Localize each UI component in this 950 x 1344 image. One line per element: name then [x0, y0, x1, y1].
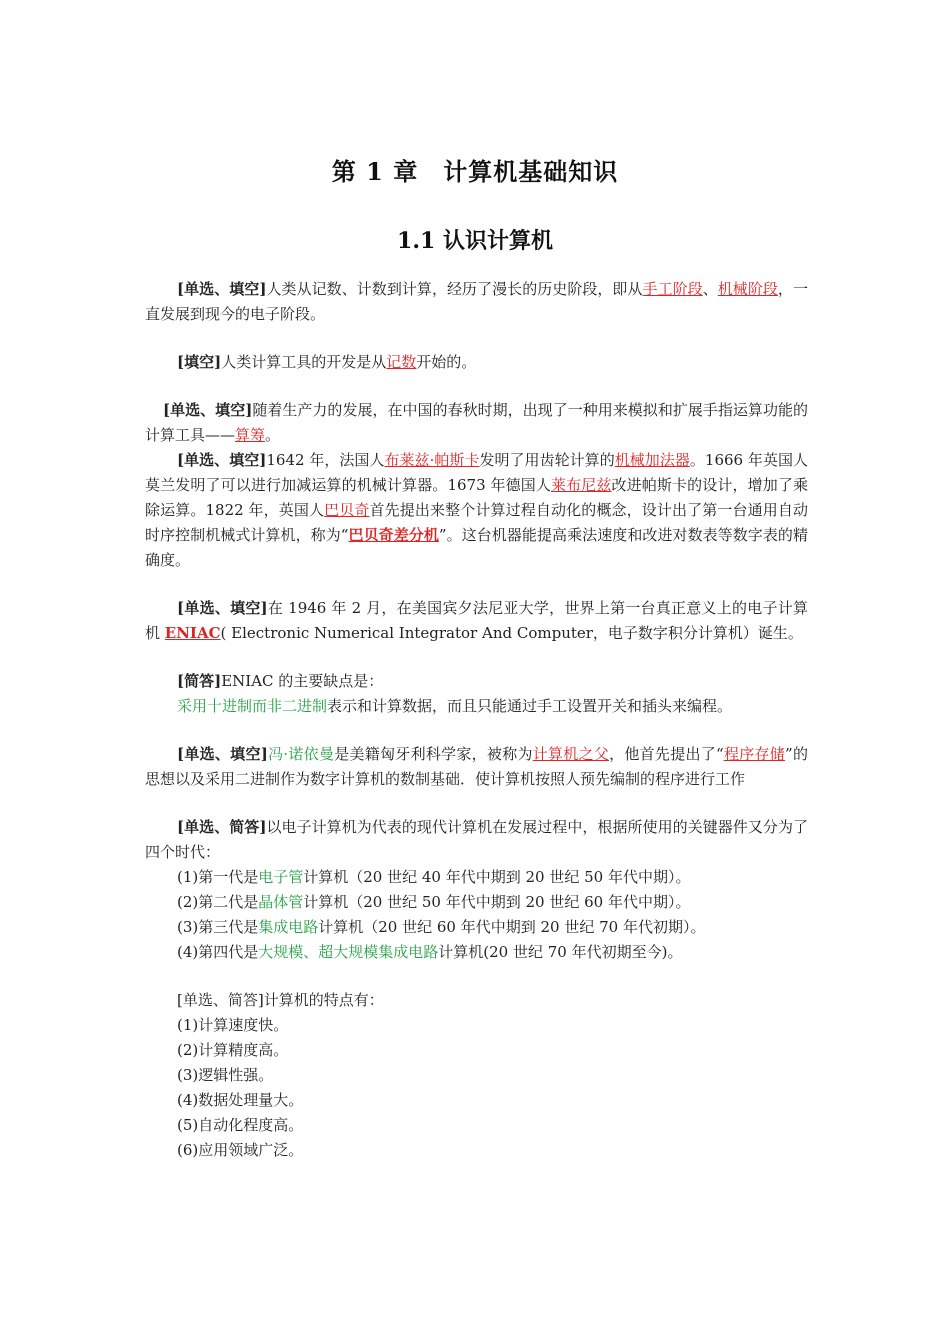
paragraph-counting: [填空]人类计算工具的开发是从记数开始的。: [177, 353, 477, 371]
list-item: (3)第三代是集成电路计算机（20 世纪 60 年代中期到 20 世纪 70 年代初期）。: [177, 918, 706, 936]
paragraph-eniac-drawback-detail: 采用十进制而非二进制表示和计算数据，而且只能通过手工设置开关和插头来编程。: [177, 697, 733, 715]
paragraph-eniac-drawback: [简答]ENIAC 的主要缺点是：: [177, 672, 384, 690]
keyword: 采用十进制而非二进制: [177, 697, 328, 715]
keyword: 莱布尼兹: [551, 476, 612, 494]
list-item: (4)数据处理量大。: [177, 1091, 304, 1109]
list-item: (1)计算速度快。: [177, 1016, 289, 1034]
keyword: 机械阶段: [717, 280, 778, 298]
chapter-title: 第 1 章 计算机基础知识: [331, 157, 619, 186]
document-body: [145, 277, 808, 1163]
paragraph-von-neumann: [单选、填空]冯·诺依曼是美籍匈牙利科学家，被称为计算机之父，他首先提出了“程序存储”的思想以及采用二进制作为数字计算机的数制基础．使计算机按照人预先编制的程序进行工作: [145, 745, 808, 788]
keyword: 计算机之父: [532, 745, 610, 763]
paragraph-mechanical-calculators: [单选、填空]1642 年，法国人布莱兹·帕斯卡发明了用齿轮计算的机械加法器。1666 年英国人莫兰发明了可以进行加减运算的机械计算器。1673 年德国人莱布尼兹改进帕斯卡的设计，增加了乘除运算。1822 年，英国人巴贝奇首先提出来整个计算过程自动化的概念，设计出了第一台通用自动时序控制机械式计算机，称为“巴贝奇差分机”。这台机器能提高乘法速度和改进对数表等数字表的精确度。: [145, 451, 808, 569]
keyword: 程序存储: [723, 745, 786, 763]
features-heading: [单选、简答]计算机的特点有：: [177, 991, 384, 1009]
list-item: (2)第二代是晶体管计算机（20 世纪 50 年代中期到 20 世纪 60 年代中期）。: [177, 893, 691, 911]
paragraph-suanchou: [单选、填空]随着生产力的发展，在中国的春秋时期，出现了一种用来模拟和扩展手指运算功能的计算工具——算筹。: [145, 401, 808, 444]
paragraph-generations: [单选、简答]以电子计算机为代表的现代计算机在发展过程中，根据所使用的关键器件又分为了四个时代：: [145, 818, 808, 861]
keyword: 巴贝奇差分机: [348, 526, 439, 544]
list-item: (1)第一代是电子管计算机（20 世纪 40 年代中期到 20 世纪 50 年代中期）。: [177, 868, 691, 886]
keyword: 冯·诺依曼: [267, 745, 335, 763]
list-item: (5)自动化程度高。: [177, 1116, 304, 1134]
question-tag: [单选、简答]: [177, 818, 267, 836]
paragraph-history-stages: [单选、填空]人类从记数、计数到计算，经历了漫长的历史阶段，即从手工阶段、机械阶段，一直发展到现今的电子阶段。: [145, 280, 808, 323]
question-tag: [单选、填空]: [177, 599, 268, 617]
keyword: 手工阶段: [642, 280, 703, 298]
question-tag: [单选、填空]: [177, 745, 268, 763]
question-tag: [填空]: [177, 353, 222, 371]
list-item: (4)第四代是大规模、超大规模集成电路计算机(20 世纪 70 年代初期至今)。: [177, 943, 683, 961]
keyword: 记数: [386, 353, 417, 371]
question-tag: [简答]: [177, 672, 222, 690]
question-tag: [单选、填空]: [163, 401, 253, 419]
keyword: 机械加法器: [614, 451, 690, 469]
list-item: (2)计算精度高。: [177, 1041, 289, 1059]
paragraph-eniac: [单选、填空]在 1946 年 2 月，在美国宾夕法尼亚大学，世界上第一台真正意义上的电子计算机 ENIAC( Electronic Numerical Integrator And Computer，电子数字积分计算机）诞生。: [145, 599, 809, 642]
keyword: ENIAC: [164, 624, 221, 642]
section-title: 1.1 认识计算机: [397, 228, 553, 254]
question-tag: [单选、填空]: [177, 451, 267, 469]
list-item: (3)逻辑性强。: [177, 1066, 274, 1084]
keyword: 布莱兹·帕斯卡: [384, 451, 480, 469]
keyword: 算筹: [235, 426, 266, 444]
list-item: (6)应用领域广泛。: [177, 1141, 304, 1159]
keyword: 巴贝奇: [324, 501, 370, 519]
question-tag: [单选、填空]: [177, 280, 267, 298]
